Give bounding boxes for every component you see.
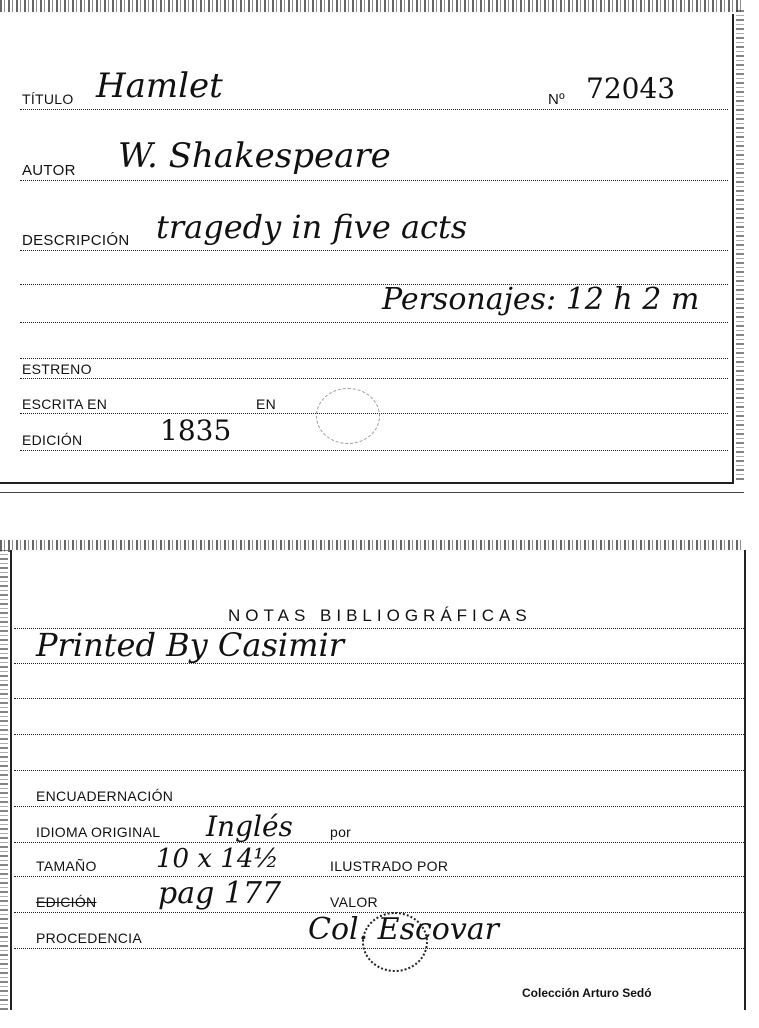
row-line: [20, 180, 728, 181]
por-label: por: [330, 824, 352, 840]
row-line: [14, 663, 744, 664]
row-line: [14, 734, 744, 735]
autor-label: AUTOR: [22, 162, 76, 179]
edicion-label-struck: EDICIÓN: [36, 894, 97, 910]
escrita-en-label: ESCRITA EN: [22, 396, 108, 412]
en-label: EN: [256, 396, 277, 412]
descripcion-label: DESCRIPCIÓN: [22, 232, 130, 249]
catalog-card-bottom: [10, 550, 746, 1010]
idioma-label: IDIOMA ORIGINAL: [36, 824, 161, 840]
row-line: [14, 842, 744, 843]
row-line: [14, 806, 744, 807]
numero-label: Nº: [548, 91, 565, 108]
descripcion-value: tragedy in five acts: [156, 208, 468, 246]
row-line: [20, 358, 728, 359]
personajes-value: Personajes: 12 h 2 m: [382, 282, 700, 317]
row-line: [14, 876, 744, 877]
notas-value: Printed By Casimir: [36, 626, 344, 664]
row-line: [14, 770, 744, 771]
row-line: [20, 109, 728, 110]
encuadernacion-label: ENCUADERNACIÓN: [36, 788, 174, 804]
row-line: [20, 322, 728, 323]
valor-label: VALOR: [330, 894, 378, 910]
ink-stamp: [362, 912, 428, 972]
bottom-left-edge-noise: [0, 550, 8, 1010]
edicion-value: pag 177: [158, 876, 282, 911]
card-separator: [0, 492, 744, 493]
titulo-label: TÍTULO: [22, 91, 74, 107]
top-edge-noise: [0, 0, 744, 12]
idioma-value: Inglés: [206, 810, 293, 843]
edicion-value: 1835: [160, 414, 232, 447]
procedencia-label: PROCEDENCIA: [36, 930, 142, 946]
row-line: [14, 698, 744, 699]
catalog-card-top: [0, 14, 734, 484]
footer-credit: Colección Arturo Sedó: [522, 986, 652, 1000]
procedencia-value: Col. Escovar: [308, 912, 500, 947]
notas-heading: NOTAS BIBLIOGRÁFICAS: [228, 606, 532, 625]
titulo-value: Hamlet: [96, 66, 223, 106]
row-line: [20, 450, 728, 451]
top-right-edge-noise: [736, 10, 744, 480]
row-line: [20, 250, 728, 251]
ilustrado-label: ILUSTRADO POR: [330, 858, 449, 874]
numero-value: 72043: [586, 72, 676, 105]
estreno-label: ESTRENO: [22, 361, 92, 377]
autor-value: W. Shakespeare: [118, 136, 391, 176]
faded-stamp: [316, 388, 380, 444]
tamano-label: TAMAÑO: [36, 858, 97, 874]
tamano-value: 10 x 14½: [156, 844, 279, 874]
row-line: [14, 948, 744, 949]
row-line: [20, 378, 728, 379]
edicion-label: EDICIÓN: [22, 432, 83, 448]
